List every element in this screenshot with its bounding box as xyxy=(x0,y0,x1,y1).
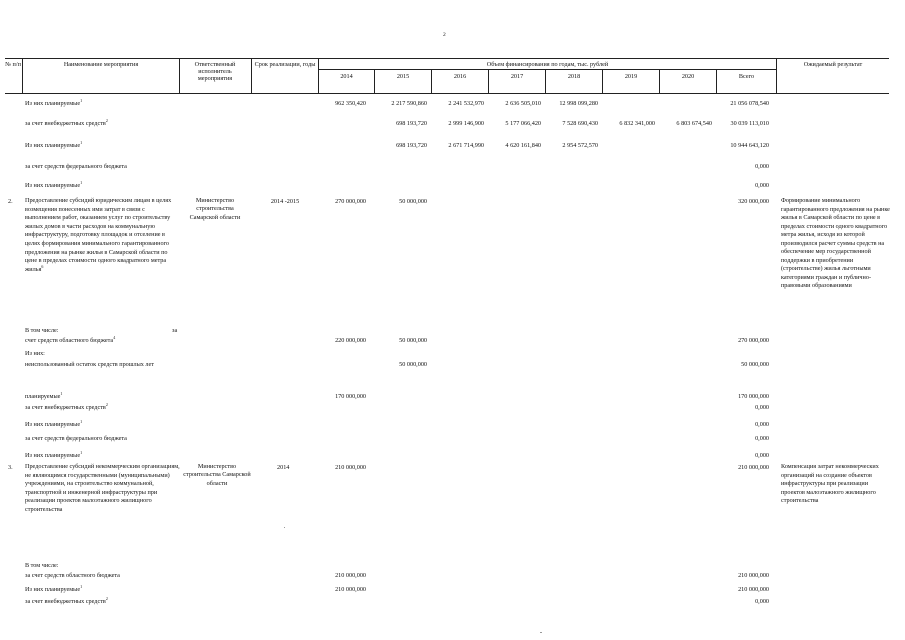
row-label-footnote: 1 xyxy=(80,140,83,145)
year-2016-header: 2016 xyxy=(453,73,467,80)
row-label xyxy=(25,100,82,107)
row-value: 0,000 xyxy=(755,182,769,189)
row-value: 6 832 341,000 xyxy=(619,120,655,127)
sub-row-label-text: за счет средств федерального бюджета xyxy=(25,435,127,442)
item-2-name xyxy=(25,197,181,274)
sub-row-label-footnote: 1 xyxy=(60,391,63,396)
sub-row-label xyxy=(25,586,82,593)
row-value: 698 193,720 xyxy=(396,120,427,127)
sub-row-label-text: Из них планируемые xyxy=(25,586,81,593)
sub-row-label-footnote: 1 xyxy=(80,584,83,589)
sub-row-total: 0,000 xyxy=(755,421,769,428)
header-vrule xyxy=(179,58,180,94)
item-3-including-label: В том числе: xyxy=(25,562,59,569)
item-3-term: 2014 xyxy=(277,464,290,471)
sub-row-total: 0,000 xyxy=(755,435,769,442)
sub-row-label xyxy=(25,350,45,357)
item-3-responsible: Министерство строительства Самарской области xyxy=(183,463,251,487)
row-label-text: за счет средств федерального бюджета xyxy=(25,163,127,170)
sub-row-label xyxy=(25,361,181,370)
sub-row-value-2015: 50 000,000 xyxy=(399,361,427,368)
row-value: 0,000 xyxy=(755,163,769,170)
row-label-text: Из них планируемые xyxy=(25,142,81,149)
col-responsible-header: Ответственный исполнитель мероприятия xyxy=(194,61,236,83)
sub-row-label xyxy=(25,337,115,344)
sub-row-label-text: за счет средств областного бюджета xyxy=(25,572,120,579)
item-2-responsible: Министерство строительства Самарской области xyxy=(189,197,241,221)
col-funding-header: Объем финансирования по годам, тыс. рублей xyxy=(486,61,609,68)
sub-row-label-footnote: 2 xyxy=(105,596,108,601)
sub-row-label-text: Из них планируемые xyxy=(25,421,81,428)
sub-row-total: 0,000 xyxy=(755,598,769,605)
row-label-text: Из них планируемые xyxy=(25,100,81,107)
header-bottom-rule xyxy=(5,93,889,94)
sub-row-label xyxy=(25,435,127,442)
col-term-header: Срок реализации, годы xyxy=(254,61,316,68)
row-label-footnote: 1 xyxy=(80,98,83,103)
sub-row-total: 210 000,000 xyxy=(738,586,769,593)
header-vrule xyxy=(251,58,252,94)
year-2014-header: 2014 xyxy=(340,73,353,80)
sub-row-label-text: планируемые xyxy=(25,393,61,400)
row-value: 962 350,420 xyxy=(335,100,366,107)
item-3-name: Предоставление субсидий некоммерческим организациям, не являющимся государственными (муниципальными) учреждениями, на строительство коммунальной, транспортной и инженерной инфраструктуры при реализации проектов малоэтажного жилищного строительства xyxy=(25,463,180,513)
sub-row-label-text: Из них планируемые xyxy=(25,452,81,459)
sub-row-label-text: неиспользованный остаток средств прошлых лет xyxy=(25,361,154,368)
row-label xyxy=(25,182,82,189)
row-value: 30 039 113,010 xyxy=(730,120,769,127)
row-label xyxy=(25,120,108,127)
sub-row-label xyxy=(25,598,108,605)
sub-row-label-footnote: 4 xyxy=(113,335,116,340)
header-year-rule xyxy=(318,69,776,70)
row-label xyxy=(25,163,127,170)
sub-row-label xyxy=(25,404,108,411)
sub-row-value-2015: 50 000,000 xyxy=(399,337,427,344)
col-name-header: Наименование мероприятия xyxy=(63,61,139,68)
year-2015-header: 2015 xyxy=(396,73,410,80)
year-2020-header: 2020 xyxy=(681,73,695,80)
item-2-term: 2014 -2015 xyxy=(270,198,300,205)
row-value: 2 999 146,900 xyxy=(448,120,484,127)
row-label-text: Из них планируемые xyxy=(25,182,81,189)
sub-row-total: 0,000 xyxy=(755,452,769,459)
header-vrule xyxy=(776,58,777,94)
sub-row-total: 170 000,000 xyxy=(738,393,769,400)
row-label xyxy=(25,142,82,149)
row-value: 10 944 643,120 xyxy=(730,142,769,149)
sub-row-value-2014: 220 000,000 xyxy=(335,337,366,344)
row-value: 2 636 505,010 xyxy=(505,100,541,107)
scan-mark xyxy=(540,632,542,633)
year-2018-header: 2018 xyxy=(567,73,581,80)
row-value: 12 998 099,280 xyxy=(559,100,598,107)
row-value: 21 056 078,540 xyxy=(730,100,769,107)
item-2-value-2015: 50 000,000 xyxy=(399,198,427,205)
year-2019-header: 2019 xyxy=(624,73,638,80)
sub-row-label-text: за счет внебюджетных средств xyxy=(25,598,106,605)
page-number: 2 xyxy=(443,32,446,38)
sub-row-label xyxy=(25,421,82,428)
header-top-rule xyxy=(5,58,889,59)
sub-row-label-text: счет средств областного бюджета xyxy=(25,337,114,344)
sub-row-label-footnote: 2 xyxy=(105,402,108,407)
sub-row-value-2014: 170 000,000 xyxy=(335,393,366,400)
item-2-name-footnote: 6 xyxy=(41,263,44,269)
item-2-name-text: Предоставление субсидий юридическим лицам в целях возмещения понесенных ими затрат в связи с выполнением работ, оказанием услуг по строительству жилых домов в части расходов на коммунальную инфраструктуру, подготовку площадок и отселение в целях формирования минимального гарантированного предложения на рынке жилья в Самарской области по цене в пределах стоимости одного квадратного метра жилья xyxy=(25,197,172,273)
item-2-value-2014: 270 000,000 xyxy=(335,198,366,205)
item-2-number: 2. xyxy=(8,198,13,205)
item-3-number: 3. xyxy=(8,464,13,471)
row-label-footnote: 1 xyxy=(80,180,83,185)
total-header: Всего xyxy=(738,73,755,80)
sub-row-label-text: за счет внебюджетных средств xyxy=(25,404,106,411)
sub-row-label-text: Из них: xyxy=(25,350,45,357)
row-value: 2 954 572,570 xyxy=(562,142,598,149)
row-value: 6 803 674,540 xyxy=(676,120,712,127)
row-label-footnote: 2 xyxy=(105,118,108,123)
sub-row-total: 210 000,000 xyxy=(738,572,769,579)
item-2-including-za: за xyxy=(172,327,178,334)
col-result-header: Ожидаемый результат xyxy=(803,61,863,68)
sub-row-total: 0,000 xyxy=(755,404,769,411)
item-3-expected-result: Компенсация затрат некоммерческих организаций на создание объектов инфраструктуры при реализации проектов малоэтажного жилищного строительства xyxy=(781,463,879,504)
row-value: 2 671 714,990 xyxy=(448,142,484,149)
sub-row-value-2014: 210 000,000 xyxy=(335,572,366,579)
row-value: 2 217 590,860 xyxy=(391,100,427,107)
sub-row-total: 50 000,000 xyxy=(741,361,769,368)
row-value: 7 528 690,430 xyxy=(562,120,598,127)
item-3-total: 210 000,000 xyxy=(738,464,769,471)
sub-row-total: 270 000,000 xyxy=(738,337,769,344)
sub-row-label xyxy=(25,452,82,459)
row-value: 5 177 066,420 xyxy=(505,120,541,127)
sub-row-label xyxy=(25,393,62,400)
item-2-including-label: В том числе: xyxy=(25,327,59,334)
header-vrule xyxy=(22,58,23,94)
scan-mark xyxy=(284,527,285,528)
item-3-value-2014: 210 000,000 xyxy=(335,464,366,471)
item-2-total: 320 000,000 xyxy=(738,198,769,205)
row-label-text: за счет внебюджетных средств xyxy=(25,120,106,127)
year-2017-header: 2017 xyxy=(510,73,524,80)
sub-row-label-footnote: 1 xyxy=(80,450,83,455)
item-2-expected-result: Формирование минимального гарантированного предложения на рынке жилья в Самарской области по цене в пределах стоимости одного квадратного метра жилья, исходя из которой производился расчет суммы средств на обеспечение мер государственной поддержки в приобретении (строительстве) жилья льготными категориями граждан и публично-правовыми образованиями xyxy=(781,197,890,289)
sub-row-value-2014: 210 000,000 xyxy=(335,586,366,593)
sub-row-label xyxy=(25,572,120,579)
sub-row-label-footnote: 1 xyxy=(80,419,83,424)
row-value: 2 241 532,970 xyxy=(448,100,484,107)
row-value: 698 193,720 xyxy=(396,142,427,149)
col-no-header: № п/п xyxy=(5,61,21,68)
row-value: 4 620 161,840 xyxy=(505,142,541,149)
